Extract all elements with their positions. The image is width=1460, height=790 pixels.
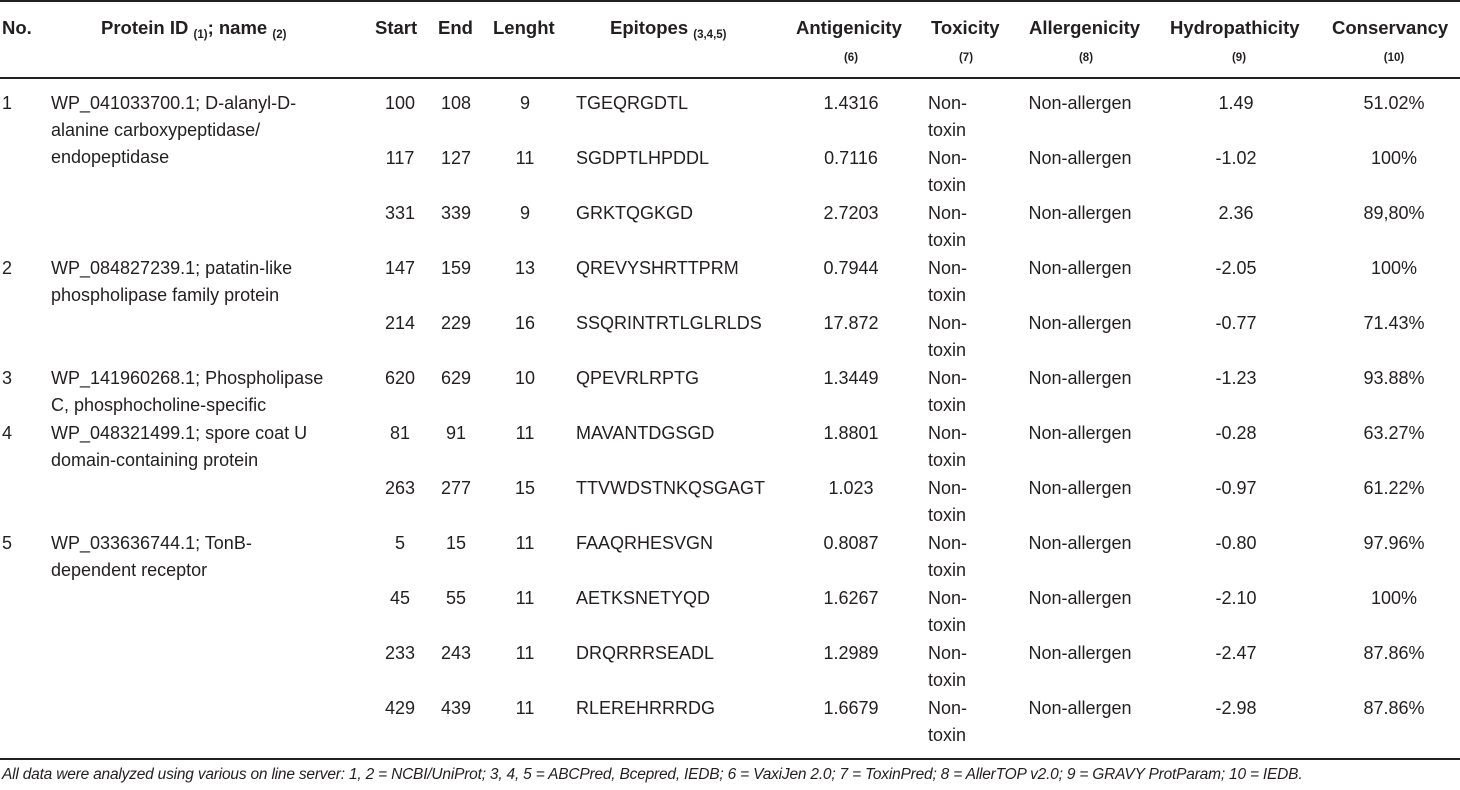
header-epitopes <box>610 17 727 39</box>
header-toxicity-note: (7) <box>958 52 974 64</box>
cell-length: 11 <box>515 698 535 718</box>
cell-hydropathicity: -1.23 <box>1215 368 1257 388</box>
cell-conservancy: 93.88% <box>1363 368 1425 388</box>
cell-toxicity: toxin <box>928 505 967 525</box>
protein-name-line: alanine carboxypeptidase/ <box>51 120 261 140</box>
cell-start: 233 <box>384 643 416 663</box>
cell-end: 15 <box>445 533 467 553</box>
header-end: End <box>438 17 473 38</box>
cell-allergenicity: Non-allergen <box>1028 588 1132 608</box>
cell-antigenicity: 0.7944 <box>823 258 879 278</box>
cell-hydropathicity: -1.02 <box>1215 148 1257 168</box>
cell-allergenicity: Non-allergen <box>1028 698 1132 718</box>
cell-start: 620 <box>384 368 416 388</box>
cell-end: 127 <box>440 148 472 168</box>
cell-start: 429 <box>384 698 416 718</box>
cell-toxicity: toxin <box>928 725 967 745</box>
cell-hydropathicity: -0.80 <box>1215 533 1257 553</box>
cell-conservancy: 89,80% <box>1363 203 1425 223</box>
cell-hydropathicity: 1.49 <box>1218 93 1254 113</box>
table-footnote: All data were analyzed using various on line server: 1, 2 = NCBI/UniProt; 3, 4, 5 = ABCPred, Bcepred, IEDB; 6 = VaxiJen 2.0; 7 = ToxinPred; 8 = AllerTOP v2.0; 9 = GRAVY ProtParam; 10 = IEDB. <box>2 766 1303 783</box>
cell-allergenicity: Non-allergen <box>1028 258 1132 278</box>
cell-toxicity: Non- <box>928 368 968 388</box>
cell-end: 159 <box>440 258 472 278</box>
cell-start: 147 <box>384 258 416 278</box>
protein-name-line: WP_141960268.1; Phospholipase <box>51 368 324 388</box>
header-conservancy: Conservancy <box>1332 17 1449 38</box>
cell-antigenicity: 1.6267 <box>823 588 879 608</box>
cell-antigenicity: 0.8087 <box>823 533 879 553</box>
cell-toxicity: Non- <box>928 478 968 498</box>
cell-allergenicity: Non-allergen <box>1028 368 1132 388</box>
cell-length: 15 <box>514 478 536 498</box>
table-bottom-rule <box>0 758 1460 760</box>
table-top-rule <box>0 0 1460 2</box>
protein-name-line: WP_084827239.1; patatin-like <box>51 258 293 278</box>
cell-start: 117 <box>385 148 415 168</box>
header-protein-id-note: (1) <box>193 29 208 41</box>
cell-start: 331 <box>384 203 416 223</box>
protein-no: 5 <box>2 533 13 553</box>
cell-epitope: QREVYSHRTTPRM <box>576 258 739 278</box>
cell-antigenicity: 1.2989 <box>823 643 879 663</box>
protein-no: 1 <box>2 93 13 113</box>
cell-end: 243 <box>440 643 472 663</box>
cell-allergenicity: Non-allergen <box>1028 643 1132 663</box>
cell-length: 11 <box>515 148 535 168</box>
protein-name-line: C, phosphocholine-specific <box>51 395 267 415</box>
header-toxicity: Toxicity <box>931 17 1000 38</box>
protein-no: 2 <box>2 258 13 278</box>
cell-toxicity: Non- <box>928 258 968 278</box>
cell-toxicity: toxin <box>928 395 967 415</box>
header-antigenicity-note: (6) <box>843 52 859 64</box>
cell-toxicity: toxin <box>928 340 967 360</box>
cell-length: 13 <box>514 258 536 278</box>
cell-end: 277 <box>440 478 472 498</box>
cell-epitope: RLEREHRRRDG <box>576 698 716 718</box>
cell-end: 339 <box>440 203 472 223</box>
cell-antigenicity: 2.7203 <box>823 203 879 223</box>
cell-conservancy: 61.22% <box>1363 478 1425 498</box>
header-protein-id: Protein ID <box>101 17 189 38</box>
cell-allergenicity: Non-allergen <box>1028 423 1132 443</box>
cell-conservancy: 100% <box>1370 258 1418 278</box>
header-conservancy-note: (10) <box>1383 52 1405 64</box>
cell-toxicity: Non- <box>928 643 968 663</box>
cell-length: 11 <box>515 423 535 443</box>
cell-toxicity: Non- <box>928 698 968 718</box>
cell-allergenicity: Non-allergen <box>1028 313 1132 333</box>
cell-toxicity: Non- <box>928 148 968 168</box>
cell-start: 100 <box>384 93 416 113</box>
cell-antigenicity: 1.6679 <box>823 698 879 718</box>
header-protein-name: ; name <box>207 17 268 38</box>
cell-start: 81 <box>389 423 411 443</box>
cell-conservancy: 71.43% <box>1363 313 1425 333</box>
cell-toxicity: toxin <box>928 615 967 635</box>
cell-epitope: SSQRINTRTLGLRLDS <box>576 313 762 333</box>
protein-name-line: domain-containing protein <box>51 450 259 470</box>
cell-epitope: TGEQRGDTL <box>576 93 689 113</box>
protein-name-line: WP_048321499.1; spore coat U <box>51 423 308 443</box>
cell-length: 9 <box>519 93 531 113</box>
cell-toxicity: Non- <box>928 93 968 113</box>
cell-toxicity: toxin <box>928 450 967 470</box>
cell-conservancy: 63.27% <box>1363 423 1425 443</box>
cell-hydropathicity: -2.98 <box>1215 698 1257 718</box>
header-protein <box>101 17 286 39</box>
protein-name-line: WP_033636744.1; TonB- <box>51 533 252 553</box>
header-length: Lenght <box>493 17 555 38</box>
cell-toxicity: Non- <box>928 533 968 553</box>
cell-end: 108 <box>440 93 472 113</box>
cell-hydropathicity: -2.10 <box>1215 588 1257 608</box>
cell-conservancy: 100% <box>1370 148 1418 168</box>
protein-name-line: phospholipase family protein <box>51 285 280 305</box>
cell-end: 91 <box>445 423 467 443</box>
cell-toxicity: Non- <box>928 588 968 608</box>
cell-length: 10 <box>514 368 536 388</box>
cell-length: 11 <box>515 533 535 553</box>
cell-start: 45 <box>389 588 411 608</box>
cell-allergenicity: Non-allergen <box>1028 203 1132 223</box>
cell-end: 439 <box>440 698 472 718</box>
protein-name-line: WP_041033700.1; D-alanyl-D- <box>51 93 297 113</box>
cell-antigenicity: 1.4316 <box>823 93 879 113</box>
protein-no: 4 <box>2 423 13 443</box>
header-antigenicity: Antigenicity <box>796 17 902 38</box>
cell-hydropathicity: -0.77 <box>1215 313 1257 333</box>
cell-toxicity: toxin <box>928 230 967 250</box>
cell-conservancy: 100% <box>1370 588 1418 608</box>
cell-antigenicity: 0.7116 <box>824 148 878 168</box>
cell-epitope: DRQRRRSEADL <box>576 643 715 663</box>
cell-toxicity: Non- <box>928 203 968 223</box>
cell-hydropathicity: -0.97 <box>1215 478 1257 498</box>
cell-toxicity: toxin <box>928 560 967 580</box>
cell-toxicity: toxin <box>928 120 967 140</box>
cell-length: 11 <box>515 588 535 608</box>
cell-end: 55 <box>445 588 467 608</box>
cell-toxicity: Non- <box>928 423 968 443</box>
cell-hydropathicity: -0.28 <box>1215 423 1257 443</box>
cell-start: 5 <box>394 533 406 553</box>
cell-epitope: GRKTQGKGD <box>576 203 694 223</box>
cell-antigenicity: 1.023 <box>828 478 874 498</box>
table-header-rule <box>0 77 1460 79</box>
cell-conservancy: 87.86% <box>1363 643 1425 663</box>
cell-allergenicity: Non-allergen <box>1028 533 1132 553</box>
header-start: Start <box>375 17 418 38</box>
cell-conservancy: 97.96% <box>1363 533 1425 553</box>
cell-conservancy: 51.02% <box>1363 93 1425 113</box>
cell-end: 629 <box>440 368 472 388</box>
header-hydropathicity: Hydropathicity <box>1170 17 1300 38</box>
header-protein-name-note: (2) <box>272 29 287 41</box>
cell-epitope: FAAQRHESVGN <box>576 533 714 553</box>
cell-start: 263 <box>384 478 416 498</box>
cell-length: 16 <box>514 313 536 333</box>
protein-no: 3 <box>2 368 13 388</box>
cell-toxicity: toxin <box>928 670 967 690</box>
cell-hydropathicity: -2.05 <box>1215 258 1257 278</box>
cell-epitope: TTVWDSTNKQSGAGT <box>576 478 765 498</box>
header-allergenicity: Allergenicity <box>1029 17 1141 38</box>
cell-toxicity: toxin <box>928 285 967 305</box>
cell-end: 229 <box>440 313 472 333</box>
cell-allergenicity: Non-allergen <box>1028 93 1132 113</box>
header-allergenicity-note: (8) <box>1078 52 1094 64</box>
cell-length: 11 <box>515 643 535 663</box>
cell-epitope: AETKSNETYQD <box>576 588 711 608</box>
cell-antigenicity: 1.3449 <box>823 368 879 388</box>
cell-conservancy: 87.86% <box>1363 698 1425 718</box>
protein-name-line: dependent receptor <box>51 560 208 580</box>
cell-epitope: SGDPTLHPDDL <box>576 148 710 168</box>
cell-length: 9 <box>519 203 531 223</box>
cell-hydropathicity: -2.47 <box>1215 643 1257 663</box>
cell-toxicity: Non- <box>928 313 968 333</box>
header-hydropathicity-note: (9) <box>1231 52 1247 64</box>
cell-antigenicity: 17.872 <box>823 313 879 333</box>
header-epitopes-label: Epitopes <box>610 17 689 38</box>
protein-name-line: endopeptidase <box>51 147 170 167</box>
cell-epitope: MAVANTDGSGD <box>576 423 715 443</box>
cell-toxicity: toxin <box>928 175 967 195</box>
cell-start: 214 <box>384 313 416 333</box>
cell-hydropathicity: 2.36 <box>1218 203 1254 223</box>
cell-antigenicity: 1.8801 <box>823 423 879 443</box>
header-epitopes-note: (3,4,5) <box>693 29 727 41</box>
header-no: No. <box>2 17 32 38</box>
cell-allergenicity: Non-allergen <box>1028 478 1132 498</box>
cell-allergenicity: Non-allergen <box>1028 148 1132 168</box>
cell-epitope: QPEVRLRPTG <box>576 368 700 388</box>
